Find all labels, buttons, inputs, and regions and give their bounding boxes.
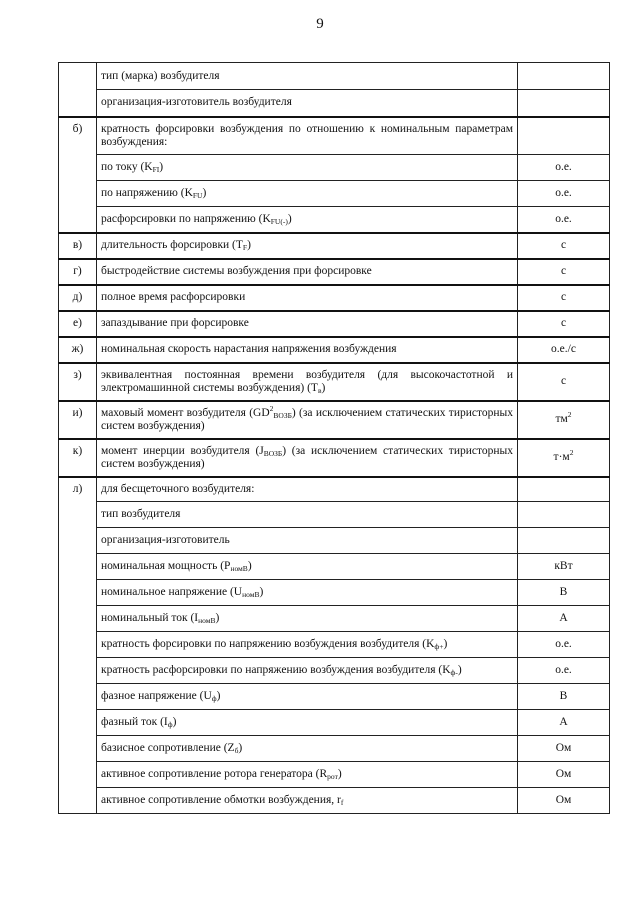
item-letter: к) xyxy=(59,439,97,477)
table-row xyxy=(59,285,610,311)
table-row xyxy=(59,401,610,439)
unit-cell xyxy=(518,117,610,155)
table-row xyxy=(59,736,610,762)
table-row xyxy=(59,710,610,736)
parameter-description: кратность форсировки возбуждения по отношению к номинальным параметрам возбуждения: xyxy=(97,117,518,155)
parameter-description: по напряжению $(K_{FU})$ xyxy=(97,181,518,207)
parameter-description: фазное напряжение $(U_ф)$ xyxy=(97,684,518,710)
table-row xyxy=(59,63,610,90)
table-row xyxy=(59,632,610,658)
table-row xyxy=(59,181,610,207)
unit-cell: В xyxy=(518,580,610,606)
unit-cell: А xyxy=(518,606,610,632)
unit-cell: с xyxy=(518,363,610,401)
parameter-description: по току $(K_{FI})$ xyxy=(97,155,518,181)
unit-cell: $тм^2$ xyxy=(518,401,610,439)
parameter-description: быстродействие системы возбуждения при форсировке xyxy=(97,259,518,285)
item-letter: и) xyxy=(59,401,97,439)
unit-cell: $т\cdot м^2$ xyxy=(518,439,610,477)
parameter-description: эквивалентная постоянная времени возбудителя (для высокочастотной и электромашинной системы возбуждения) $(T_в)$ xyxy=(97,363,518,401)
parameter-description: активное сопротивление ротора генератора $(R_{рот})$ xyxy=(97,762,518,788)
item-letter xyxy=(59,63,97,117)
page-number: 9 xyxy=(316,16,324,32)
parameter-description: тип (марка) возбудителя xyxy=(97,63,518,90)
parameter-description: запаздывание при форсировке xyxy=(97,311,518,337)
parameter-description: номинальная мощность $(P_{номВ})$ xyxy=(97,554,518,580)
table-row xyxy=(59,439,610,477)
unit-cell xyxy=(518,528,610,554)
parameter-description: для бесщеточного возбудителя: xyxy=(97,477,518,502)
table-row xyxy=(59,684,610,710)
item-letter: д) xyxy=(59,285,97,311)
table-row xyxy=(59,658,610,684)
table-row xyxy=(59,477,610,502)
table-row xyxy=(59,363,610,401)
parameter-description: полное время расфорсировки xyxy=(97,285,518,311)
unit-cell: Ом xyxy=(518,736,610,762)
item-letter: з) xyxy=(59,363,97,401)
parameter-description: фазный ток $(I_ф)$ xyxy=(97,710,518,736)
unit-cell: о.е. xyxy=(518,181,610,207)
unit-cell: о.е. xyxy=(518,632,610,658)
table-row xyxy=(59,259,610,285)
parameter-description: кратность форсировки по напряжению возбуждения возбудителя $(K_{ф+})$ xyxy=(97,632,518,658)
table-row xyxy=(59,207,610,233)
item-letter: ж) xyxy=(59,337,97,363)
item-letter: в) xyxy=(59,233,97,259)
parameter-description: маховый момент возбудителя $(GD^2_{ВОЗБ})$ (за исключением статических тиристорных систем возбуждения) xyxy=(97,401,518,439)
unit-cell: с xyxy=(518,233,610,259)
parameter-description: кратность расфорсировки по напряжению возбуждения возбудителя $(K_{ф-})$ xyxy=(97,658,518,684)
table-row xyxy=(59,788,610,814)
parameter-description: номинальный ток $(I_{номВ})$ xyxy=(97,606,518,632)
unit-cell: А xyxy=(518,710,610,736)
table-row xyxy=(59,311,610,337)
table-row xyxy=(59,580,610,606)
unit-cell xyxy=(518,502,610,528)
parameter-description: момент инерции возбудителя $(J_{ВОЗБ})$ (за исключением статических тиристорных систем возбуждения) xyxy=(97,439,518,477)
parameter-description: активное сопротивление обмотки возбуждения, $r_f$ xyxy=(97,788,518,814)
table-row xyxy=(59,502,610,528)
parameter-description: базисное сопротивление $(Z_б)$ xyxy=(97,736,518,762)
table-row xyxy=(59,762,610,788)
table-row xyxy=(59,155,610,181)
parameter-description: организация-изготовитель xyxy=(97,528,518,554)
table-row xyxy=(59,554,610,580)
unit-cell: о.е./с xyxy=(518,337,610,363)
unit-cell: о.е. xyxy=(518,155,610,181)
unit-cell xyxy=(518,63,610,90)
unit-cell: В xyxy=(518,684,610,710)
unit-cell: с xyxy=(518,259,610,285)
item-letter: г) xyxy=(59,259,97,285)
parameter-description: тип возбудителя xyxy=(97,502,518,528)
table-row xyxy=(59,117,610,155)
parameter-description: расфорсировки по напряжению $(K_{FU(-)})$ xyxy=(97,207,518,233)
parameter-description: номинальное напряжение $(U_{номВ})$ xyxy=(97,580,518,606)
unit-cell: Ом xyxy=(518,762,610,788)
table-row xyxy=(59,337,610,363)
unit-cell: о.е. xyxy=(518,658,610,684)
item-letter: л) xyxy=(59,477,97,814)
parameter-description: организация-изготовитель возбудителя xyxy=(97,90,518,117)
item-letter: б) xyxy=(59,117,97,233)
unit-cell xyxy=(518,90,610,117)
unit-cell: кВт xyxy=(518,554,610,580)
unit-cell: с xyxy=(518,311,610,337)
table-row xyxy=(59,90,610,117)
parameters-table xyxy=(58,62,610,814)
table-row xyxy=(59,606,610,632)
item-letter: е) xyxy=(59,311,97,337)
unit-cell xyxy=(518,477,610,502)
parameter-description: номинальная скорость нарастания напряжения возбуждения xyxy=(97,337,518,363)
table-row xyxy=(59,528,610,554)
unit-cell: Ом xyxy=(518,788,610,814)
parameter-description: длительность форсировки $(T_F)$ xyxy=(97,233,518,259)
unit-cell: с xyxy=(518,285,610,311)
unit-cell: о.е. xyxy=(518,207,610,233)
table-row xyxy=(59,233,610,259)
